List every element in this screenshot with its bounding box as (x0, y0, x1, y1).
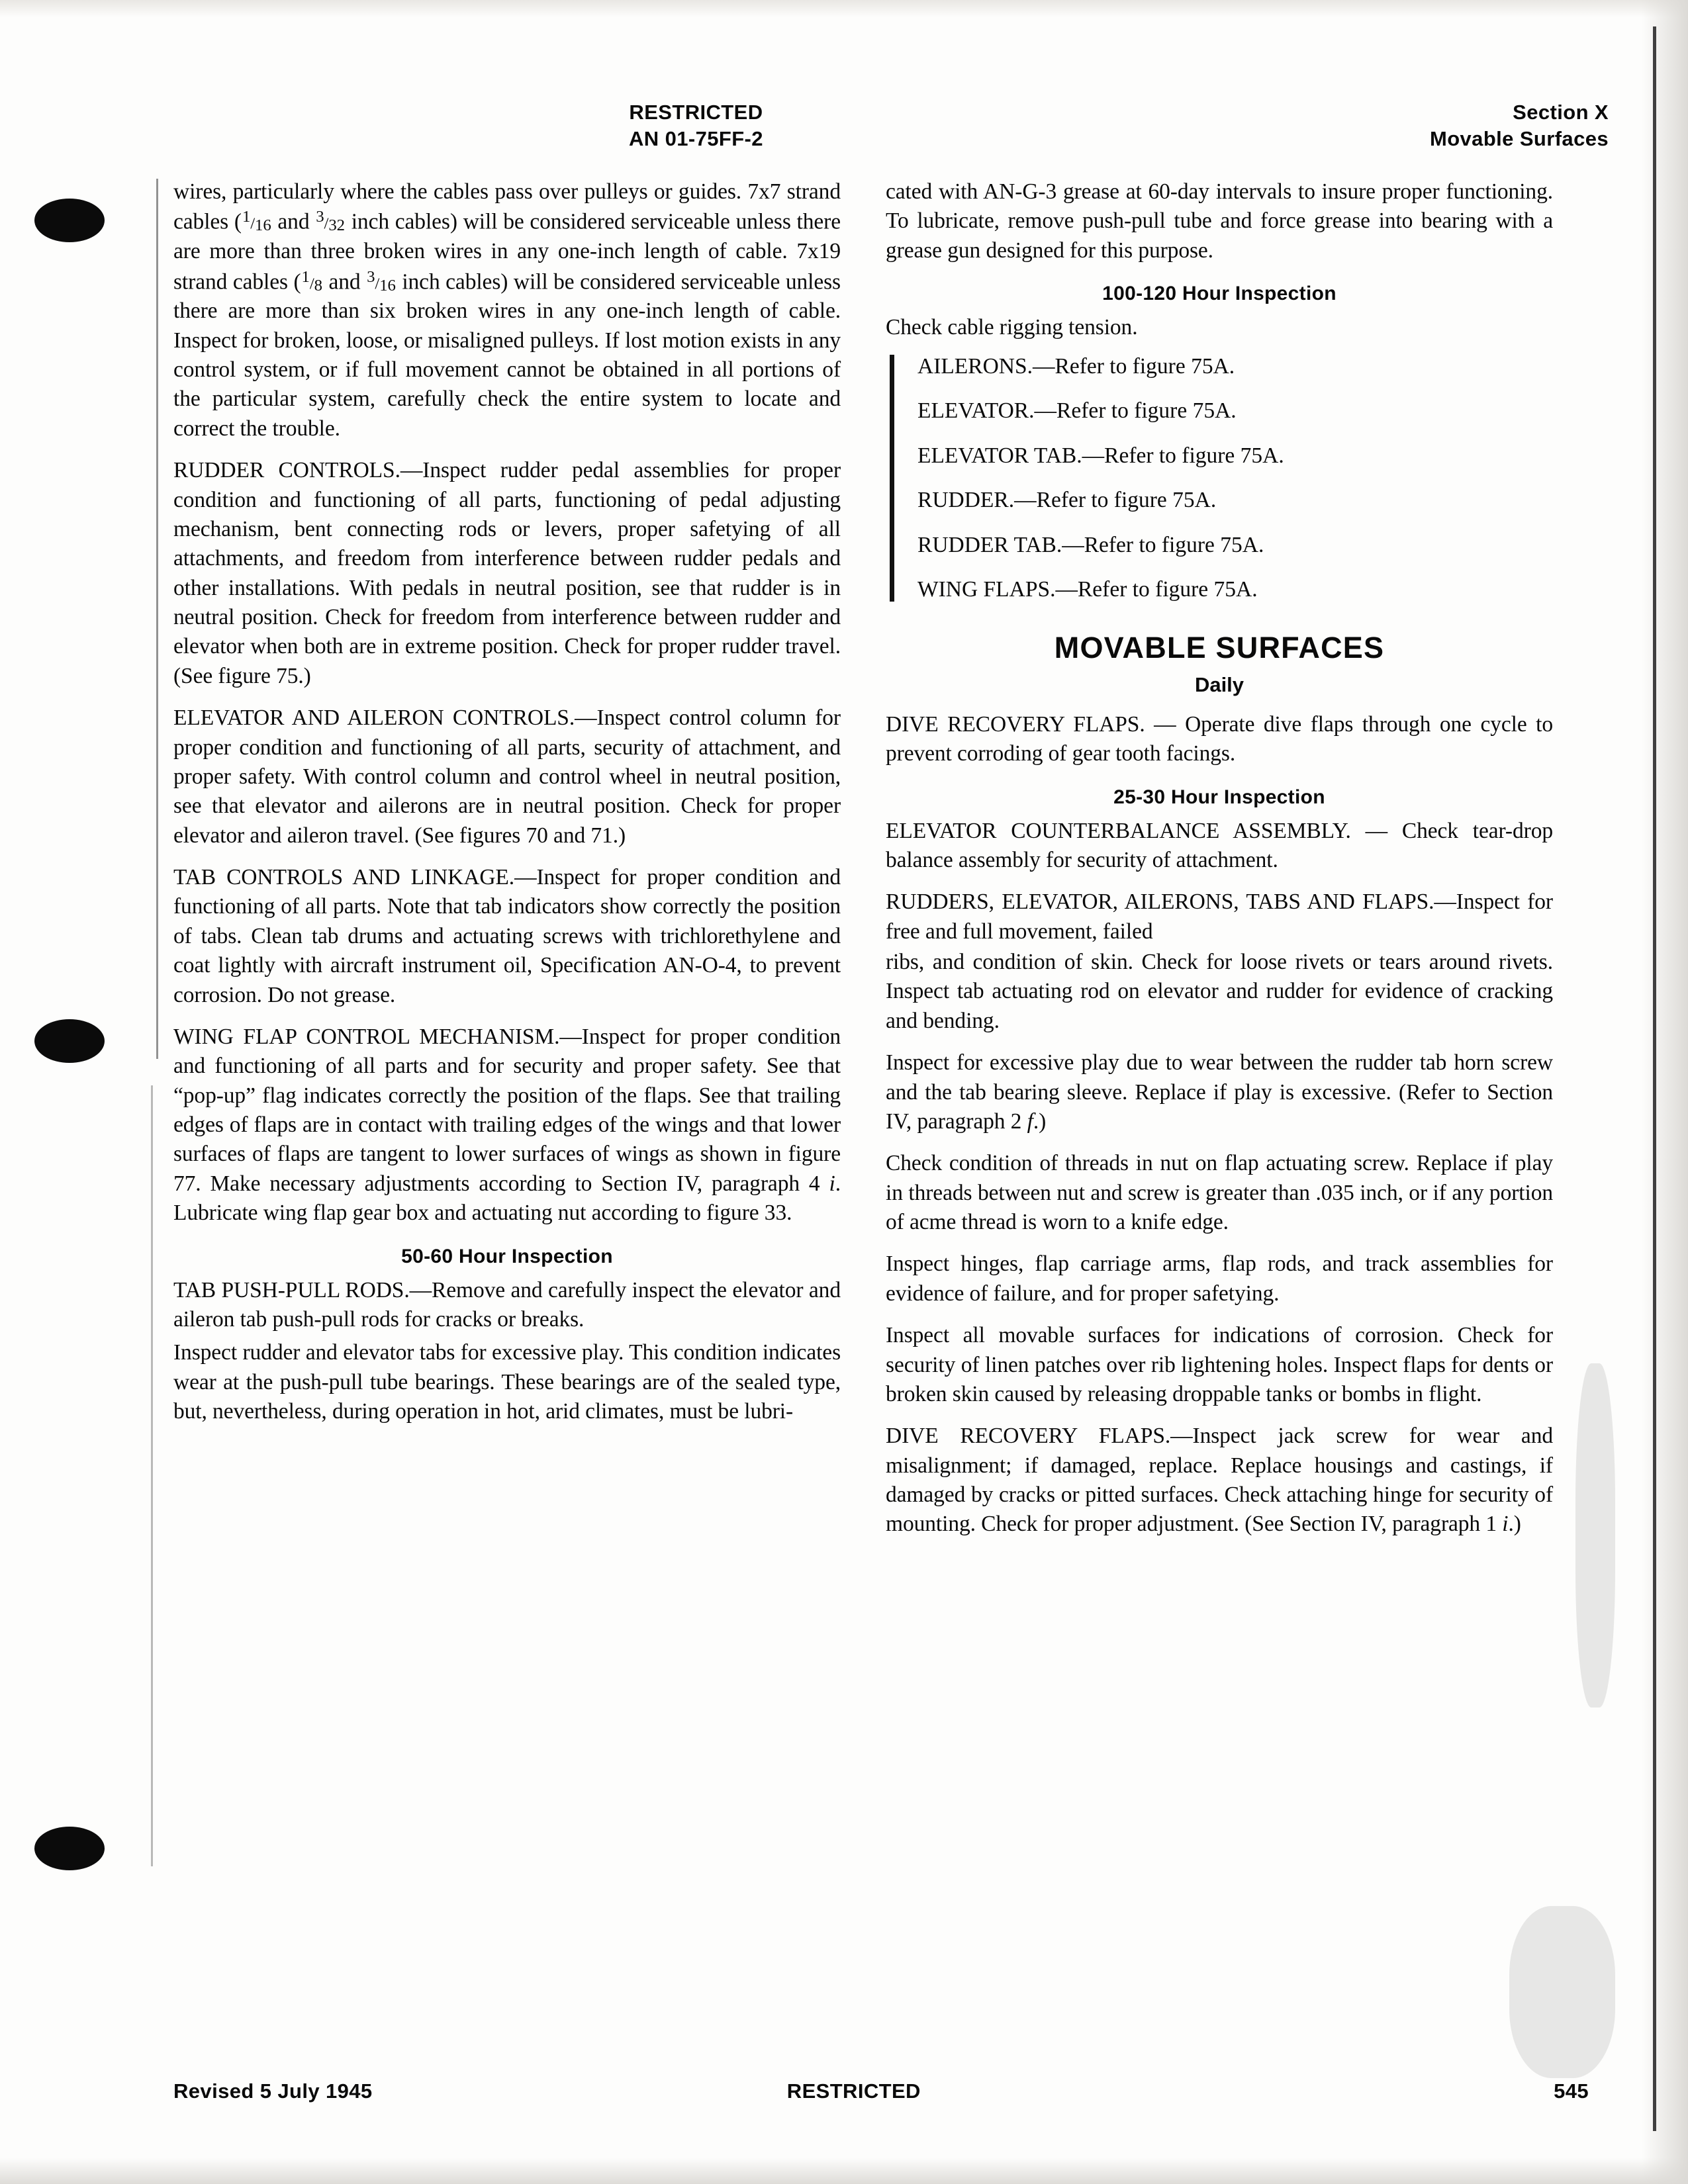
para-excessive-play-tab-horn-screw: Inspect for excessive play due to wear between the rudder tab horn screw and the tab bearing sleeve. Replace if play is excessive. (Refer to Section IV, paragraph 2 f.) (886, 1050, 1553, 1134)
list-item: ELEVATOR.—Refer to figure 75A. (917, 398, 1237, 424)
para-rudders-elevator-ailerons-tabs-flaps: RUDDERS, ELEVATOR, AILERONS, TABS AND FLAPS.—Inspect for free and full movement, failed (886, 889, 1553, 944)
running-head (165, 99, 1609, 153)
paragraph-letter-ref-4i: i (829, 1171, 835, 1196)
list-item: WING FLAPS.—Refer to figure 75A. (917, 577, 1258, 602)
heading-dive-recovery-flaps-daily: DIVE RECOVERY FLAPS. (886, 711, 1145, 737)
binding-hole-top (34, 199, 105, 242)
list-item: ELEVATOR TAB.—Refer to figure 75A. (917, 443, 1284, 468)
para-corrosion-linen-patches: Inspect all movable surfaces for indications of corrosion. Check for security of linen patches over rib lightening holes. Inspect flaps for dents or broken skin caused by releasing droppable tanks or bombs in flight. (886, 1323, 1553, 1406)
heading-rudders-elevator-ailerons-tabs-flaps: RUDDERS, ELEVATOR, AILERONS, TABS AND FLAPS. (886, 889, 1434, 915)
section-title-movable-surfaces: MOVABLE SURFACES (1054, 630, 1385, 664)
running-head-right (1430, 99, 1609, 153)
fraction-one-eighth: 1/8 (301, 267, 322, 295)
heading-tab-controls-linkage: TAB CONTROLS AND LINKAGE. (173, 865, 515, 890)
para-cables: wires, particularly where the cables pass over pulleys or guides. 7x7 strand cables (1/16 and 3/32 inch cables) will be considered serviceable unless there are more than three broken wires in any one-inch length of cable. 7x19 strand cables (1/8 and 3/16 inch cables) will be considered serviceable unless there are more than six broken wires in any one-inch length of cable. Inspect for broken, loose, or misaligned pulleys. If lost motion exists in any control system, or if full movement cannot be obtained in all portions of the particular system, carefully check the entire system to locate and correct the trouble. (173, 179, 841, 441)
heading-elevator-counterbalance-assembly: ELEVATOR COUNTERBALANCE ASSEMBLY. (886, 818, 1351, 843)
body-columns (173, 177, 1583, 1552)
para-wing-flap-control-mechanism: WING FLAP CONTROL MECHANISM.—Inspect for proper condition and functioning of all parts and for security and proper safety. See that “pop-up” flag indicates correctly the position of the flaps. See that trailing edges of flaps are in contact with trailing edges of the wings and that lower surfaces of flaps are tangent to lower surfaces of wings as shown in figure 77. Make necessary adjustments according to Section IV, paragraph 4 i. Lubricate wing flap gear box and actuating nut according to figure 33. (173, 1024, 841, 1226)
page-footer (173, 2079, 1589, 2103)
heading-100-120-hour-inspection: 100-120 Hour Inspection (1102, 283, 1336, 305)
figure-75a-reference-list (886, 352, 1553, 604)
heading-dive-recovery-flaps-inspection: DIVE RECOVERY FLAPS. (886, 1424, 1171, 1449)
fraction-three-thirtyseconds: 3/32 (316, 208, 345, 235)
heading-elevator-aileron-controls: ELEVATOR AND AILERON CONTROLS. (173, 705, 575, 731)
paragraph-letter-ref-2f: f (1027, 1109, 1033, 1134)
section-subject: Movable Surfaces (1429, 127, 1609, 151)
revision-date: Revised 5 July 1945 (173, 2079, 373, 2103)
para-ribs-skin-rivets: ribs, and condition of skin. Check for loose rivets or tears around rivets. Inspect tab actuating rod on elevator and rudder for evidence of cracking and bending. (886, 950, 1553, 1033)
heading-50-60-hour-inspection: 50-60 Hour Inspection (401, 1245, 613, 1267)
scan-streak-left-upper (156, 179, 158, 1059)
para-dive-recovery-flaps-daily: DIVE RECOVERY FLAPS. — Operate dive flaps through one cycle to prevent corroding of gear tooth facings. (886, 711, 1553, 766)
para-bearings-lubrication: Inspect rudder and elevator tabs for excessive play. This condition indicates wear at the push-pull tube bearings. These bearings are of the sealed type, but, nevertheless, during operation in hot, arid climates, must be lubri- (173, 1340, 841, 1424)
para-check-cable-rigging: Check cable rigging tension. (886, 315, 1138, 340)
para-dive-recovery-flaps-inspection: DIVE RECOVERY FLAPS.—Inspect jack screw for wear and misalignment; if damaged, replace. Replace housings and castings, if damaged by cracks or pitted surfaces. Check attaching hinge for security of mounting. Check for proper adjustment. (See Section IV, paragraph 1 i.) (886, 1424, 1553, 1537)
list-item: AILERONS.—Refer to figure 75A. (917, 353, 1235, 379)
para-threads-flap-actuating-screw: Check condition of threads in nut on flap actuating screw. Replace if play in threads between nut and screw is greater than .035 inch, or if any portion of acme thread is worn to a knife edge. (886, 1151, 1553, 1235)
footer-classification: RESTRICTED (786, 2079, 921, 2103)
heading-tab-push-pull-rods: TAB PUSH-PULL RODS. (173, 1277, 410, 1302)
fraction-one-sixteenth: 1/16 (242, 208, 271, 235)
para-tab-push-pull-rods: TAB PUSH-PULL RODS.—Remove and carefully inspect the elevator and aileron tab push-pull rods for cracks or breaks. (173, 1277, 841, 1332)
binding-hole-middle (34, 1019, 105, 1063)
scan-edge-bottom (0, 2158, 1688, 2184)
page-number: 545 (1554, 2079, 1589, 2103)
para-hinges-carriage-arms: Inspect hinges, flap carriage arms, flap rods, and track assemblies for evidence of failure, and for proper safetying. (886, 1251, 1553, 1306)
scan-edge-top (0, 0, 1688, 17)
scan-streak-left-lower (151, 1085, 153, 1866)
heading-25-30-hour-inspection: 25-30 Hour Inspection (1113, 786, 1325, 808)
scan-edge-right (1642, 0, 1688, 2184)
para-elevator-aileron-controls: ELEVATOR AND AILERON CONTROLS.—Inspect control column for proper condition and functioning of all parts, security of attachment, and proper safety. With control column and control wheel in neutral position, see that elevator and ailerons are in neutral position. Check for proper elevator and aileron travel. (See figures 70 and 71.) (173, 705, 841, 848)
heading-daily: Daily (1194, 672, 1244, 696)
page-border-rule-right (1653, 26, 1656, 2131)
para-rudder-controls: RUDDER CONTROLS.—Inspect rudder pedal assemblies for proper condition and functioning of all parts, functioning of pedal adjusting mechanism, bent connecting rods or levers, proper safetying of all attachments, and freedom from interference between rudder pedals and other installations. With pedals in neutral position, see that rudder is in neutral position. Check for freedom from interference between rudder and elevator when both are in extreme position. Check for proper rudder travel. (See figure 75.) (173, 458, 841, 688)
para-tab-controls-linkage: TAB CONTROLS AND LINKAGE.—Inspect for proper condition and functioning of all parts. Note that tab indicators show correctly the position of tabs. Clean tab drums and actuating screws with trichlorethylene and coat lightly with aircraft instrument oil, Specification AN-O-4, to prevent corrosion. Do not grease. (173, 865, 841, 1007)
para-elevator-counterbalance-assembly: ELEVATOR COUNTERBALANCE ASSEMBLY. — Check tear-drop balance assembly for security of attachment. (886, 818, 1553, 872)
right-column (886, 177, 1553, 1552)
running-head-left (629, 99, 763, 153)
list-item: RUDDER.—Refer to figure 75A. (917, 488, 1217, 513)
para-grease-continuation: cated with AN-G-3 grease at 60-day intervals to insure proper functioning. To lubricate, remove push-pull tube and force grease into bearing with a grease gun designed for this purpose. (886, 179, 1553, 263)
left-column (173, 177, 841, 1552)
manual-number: AN 01-75FF-2 (629, 127, 763, 151)
section-label: Section X (1513, 101, 1609, 124)
list-item: RUDDER TAB.—Refer to figure 75A. (917, 532, 1264, 557)
heading-rudder-controls: RUDDER CONTROLS. (173, 458, 400, 483)
binding-hole-bottom (34, 1827, 105, 1870)
heading-wing-flap-control-mechanism: WING FLAP CONTROL MECHANISM. (173, 1024, 560, 1049)
classification-label: RESTRICTED (629, 101, 763, 124)
fraction-three-sixteenths: 3/16 (367, 267, 396, 295)
scan-smudge-bottom-right (1509, 1906, 1615, 2078)
paragraph-letter-ref-1i: i (1502, 1512, 1509, 1537)
